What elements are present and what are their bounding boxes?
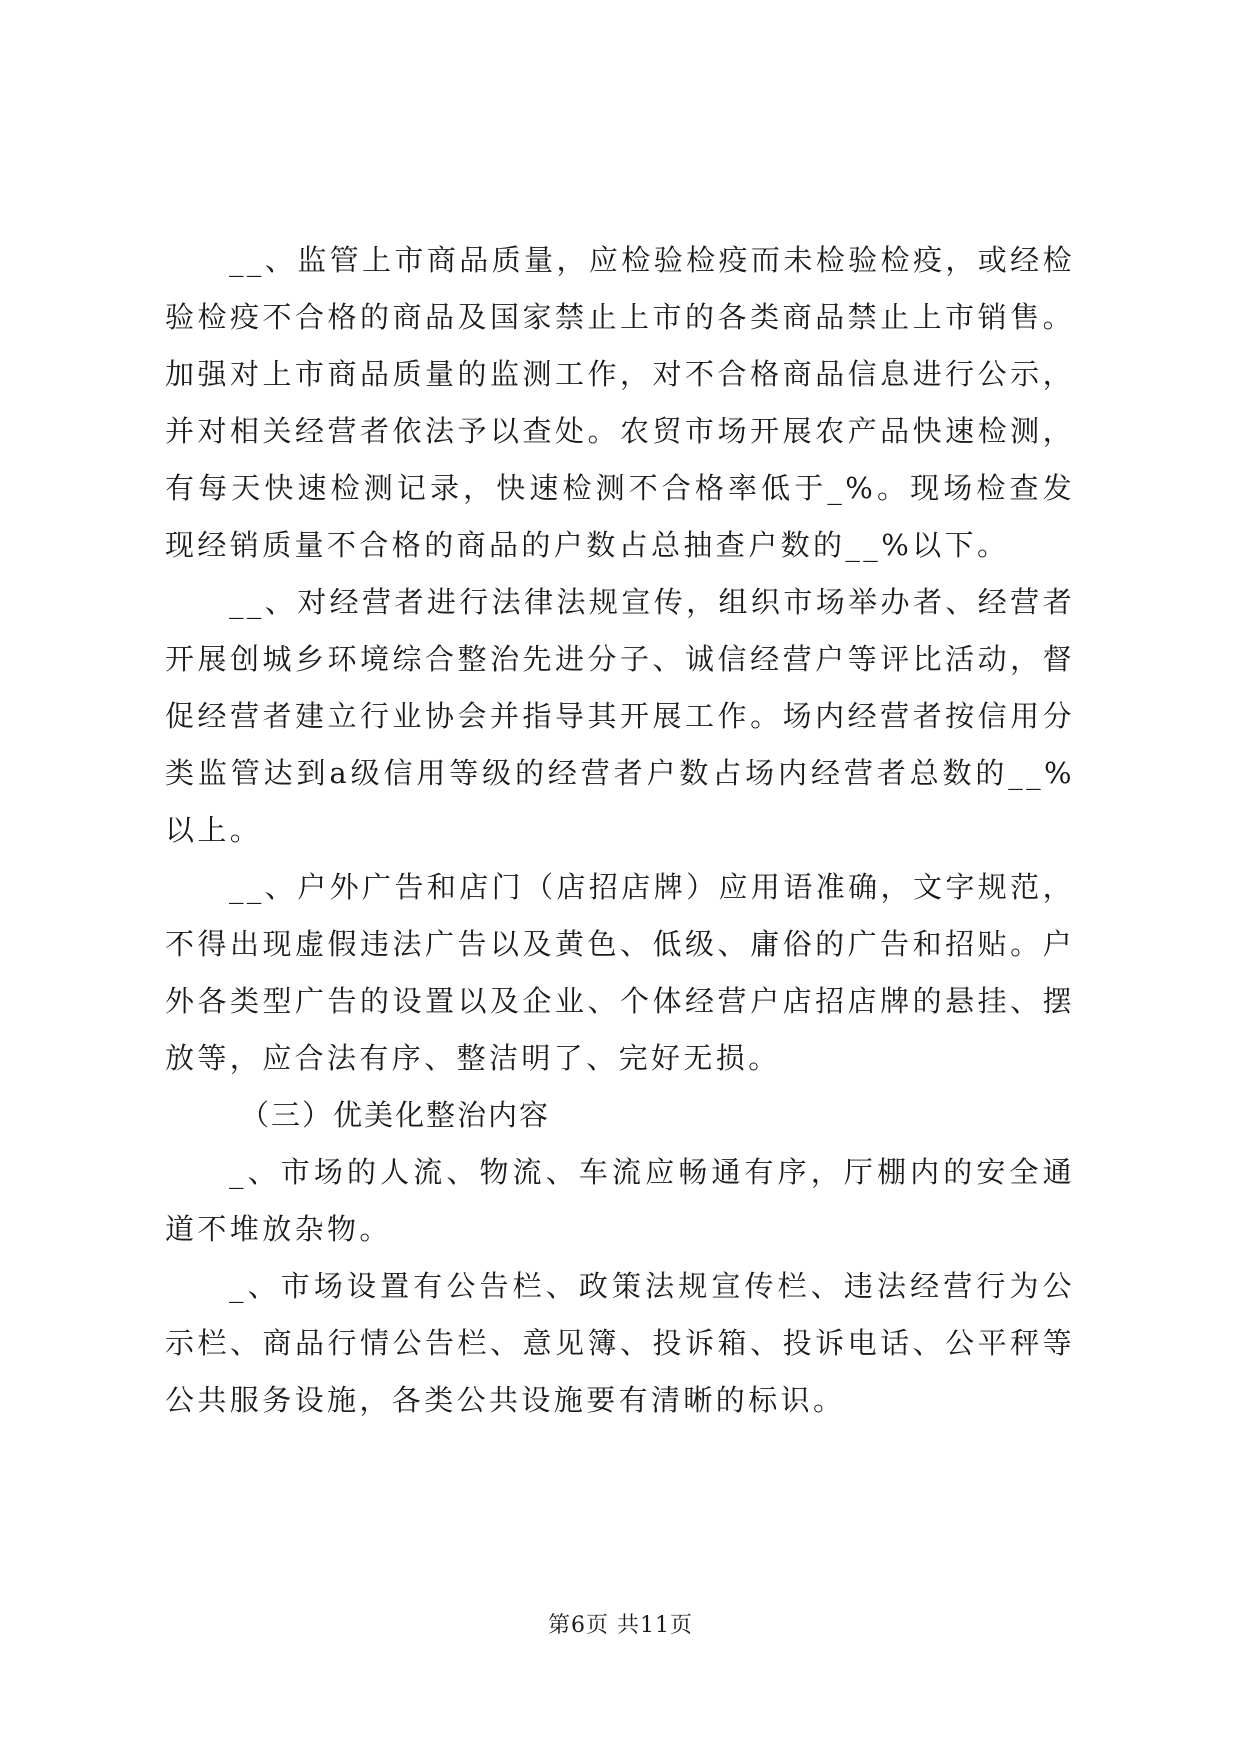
document-body (165, 232, 1075, 1429)
paragraph-outdoor-ads: __、户外广告和店门（店招店牌）应用语准确，文字规范，不得出现虚假违法广告以及黄色、低级、庸俗的广告和招贴。户外各类型广告的设置以及企业、个体经营户店招店牌的悬挂、摆放等，应合法有序、整洁明了、完好无损。 (165, 870, 1075, 1075)
paragraph-traffic-flow: _、市场的人流、物流、车流应畅通有序，厅棚内的安全通道不堆放杂物。 (165, 1155, 1075, 1246)
section-heading: （三）优美化整治内容 (240, 1098, 551, 1132)
page-number-footer: 第6页 共11页 (548, 1613, 693, 1638)
paragraph-product-quality: __、监管上市商品质量，应检验检疫而未检验检疫，或经检验检疫不合格的商品及国家禁止上市的各类商品禁止上市销售。加强对上市商品质量的监测工作，对不合格商品信息进行公示，并对相关经营者依法予以查处。农贸市场开展农产品快速检测，有每天快速检测记录，快速检测不合格率低于_%。现场检查发现经销质量不合格的商品的户数占总抽查户数的__%以下。 (165, 243, 1075, 562)
paragraph-public-facilities: _、市场设置有公告栏、政策法规宣传栏、违法经营行为公示栏、商品行情公告栏、意见簿、投诉箱、投诉电话、公平秤等公共服务设施，各类公共设施要有清晰的标识。 (165, 1269, 1075, 1417)
paragraph-law-publicity: __、对经营者进行法律法规宣传，组织市场举办者、经营者开展创城乡环境综合整治先进分子、诚信经营户等评比活动，督促经营者建立行业协会并指导其开展工作。场内经营者按信用分类监管达到a级信用等级的经营者户数占场内经营者总数的__%以上。 (165, 585, 1075, 847)
